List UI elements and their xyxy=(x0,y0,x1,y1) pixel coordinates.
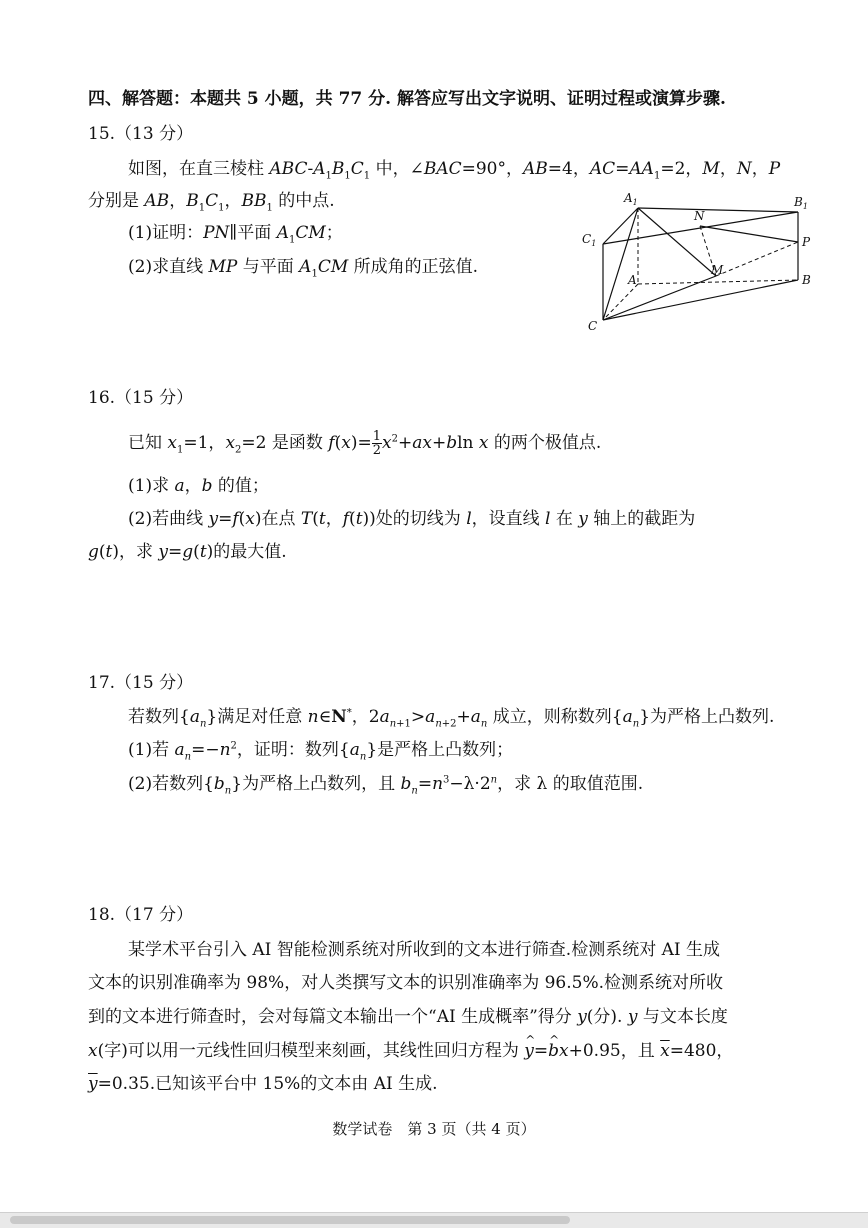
label-m: M xyxy=(711,263,724,277)
q18-line-2: 文本的识别准确率为 98%，对人类撰写文本的识别准确率为 96.5%.检测系统对所收 xyxy=(88,973,724,993)
label-n: N xyxy=(694,209,705,223)
page-footer: 数学试卷 第 3 页（共 4 页） xyxy=(332,1120,536,1138)
label-p: P xyxy=(802,235,811,249)
q15-part-2: (2)求直线 MP 与平面 $A_1CM$ 所成角的正弦值. xyxy=(128,257,479,280)
q16-part-2-line-2: g(t)，求 y=g(t)的最大值. xyxy=(88,542,287,562)
q15-number: 15.（13 分） xyxy=(88,124,194,144)
scrollbar-thumb[interactable] xyxy=(10,1216,570,1224)
q17-number: 17.（15 分） xyxy=(88,673,194,693)
q18-line-5: $\overline{y}=0.35$.已知该平台中 15%的文本由 AI 生成. xyxy=(88,1074,438,1094)
q18-number: 18.（17 分） xyxy=(88,905,194,925)
q17-part-2: (2)若数列$\{b_n\}$为严格上凸数列，且 $b_n=n^3-\lambda\cdot 2^n$，求 λ 的取值范围. xyxy=(128,774,644,797)
label-a: A xyxy=(628,273,637,287)
q18-line-4: x(字)可以用一元线性回归模型来刻画，其线性回归方程为 ^ y=^ bx+0.95，且 $\overline{x}=480$， xyxy=(88,1040,733,1062)
label-c: C xyxy=(588,319,598,333)
q16-part-1: (1)求 a，b 的值； xyxy=(128,476,269,496)
q15-line-2: 分别是 AB，$B_1C_1$，$BB_1$ 的中点. xyxy=(88,191,335,214)
q16-line-1: 已知 $x_1=1$，$x_2=2$ 是函数 f(x)= $\frac{1}{2}$ $x^2+ax+bln$ x 的两个极值点. xyxy=(128,429,602,458)
q18-line-1: 某学术平台引入 AI 智能检测系统对所收到的文本进行筛查.检测系统对 AI 生成 xyxy=(128,940,721,960)
q17-part-1: (1)若 $a_n=-n^2$，证明：数列$\{a_n\}$是严格上凸数列； xyxy=(128,740,514,763)
q16-part-2-line-1: (2)若曲线 y=f(x)在点 T(t，f(t))处的切线为 l，设直线 l 在 y 轴上的截距为 xyxy=(128,509,696,529)
label-b1: $B_1$ xyxy=(794,195,808,211)
label-c1: $C_1$ xyxy=(582,232,597,248)
label-a1: $A_1$ xyxy=(624,191,638,207)
horizontal-scrollbar[interactable] xyxy=(0,1212,868,1228)
label-b: B xyxy=(802,273,811,287)
q18-line-3: 到的文本进行筛查时，会对每篇文本输出一个“AI 生成概率”得分 y(分). y 与文本长度 xyxy=(88,1007,728,1027)
q15-line-1: 如图，在直三棱柱 ABC-$A_1B_1C_1$ 中，∠BAC=90°，AB=4，$AC=AA_1=2$，M，N，P xyxy=(128,159,781,182)
q15-part-1: (1)证明：PN∥平面 $A_1CM$； xyxy=(128,223,343,246)
q17-line-1: 若数列$\{a_n\}$满足对任意 n∈N*，$2a_{n+1}>a_{n+2}+a_n$ 成立，则称数列$\{a_n\}$为严格上凸数列. xyxy=(128,707,775,730)
q16-number: 16.（15 分） xyxy=(88,388,194,408)
section-header: 四、解答题：本题共 5 小题，共 77 分. 解答应写出文字说明、证明过程或演算步骤. xyxy=(88,89,726,109)
prism-figure xyxy=(576,188,826,338)
